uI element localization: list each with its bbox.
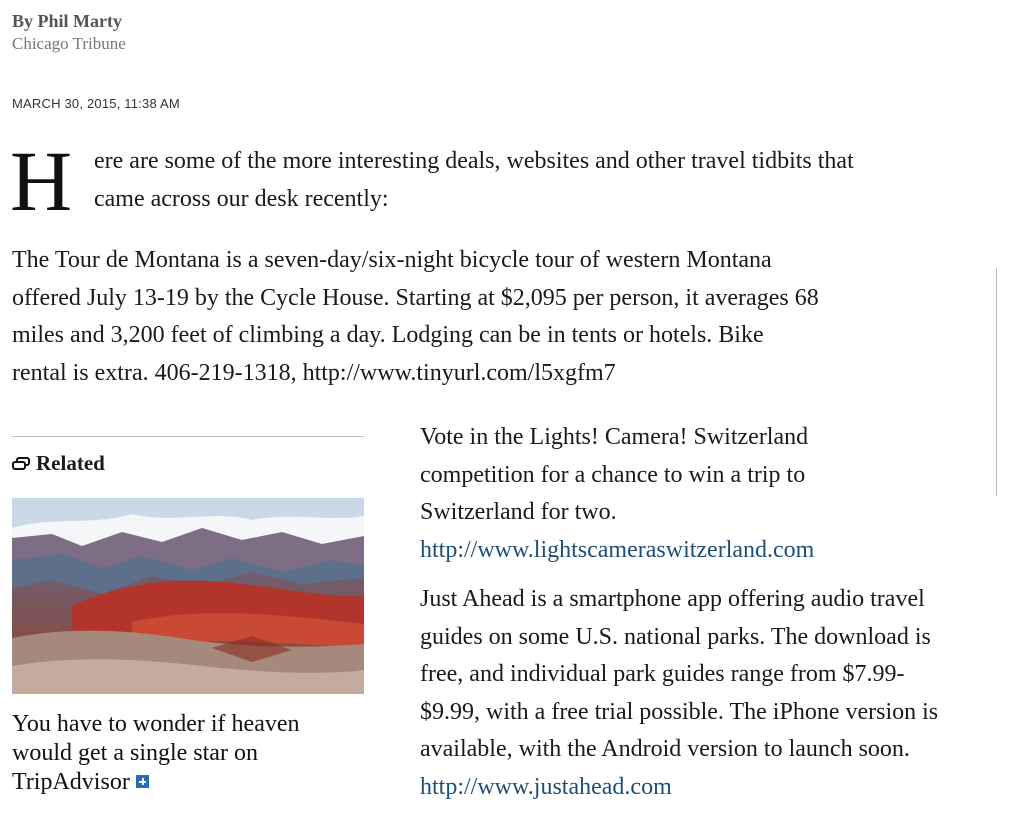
caption-line: You have to wonder if heaven xyxy=(12,711,300,737)
paragraph-line: The Tour de Montana is a seven-day/six-night bicycle tour of western Montana xyxy=(12,247,772,273)
paragraph-line: Just Ahead is a smartphone app offering audio travel xyxy=(420,586,925,612)
lead-line: came across our desk recently: xyxy=(94,186,389,212)
montana-paragraph xyxy=(12,242,972,392)
paragraph-line: miles and 3,200 feet of climbing a day. Lodging can be in tents or hotels. Bike xyxy=(12,322,764,348)
switzerland-link[interactable]: http://www.lightscameraswitzerland.com xyxy=(420,536,815,563)
paragraph-line: rental is extra. 406-219-1318, http://www.tinyurl.com/l5xgfm7 xyxy=(12,359,616,386)
related-heading-text: Related xyxy=(36,451,105,475)
related-story-image[interactable] xyxy=(12,498,364,694)
author-name: By Phil Marty xyxy=(12,11,122,31)
publication-name: Chicago Tribune xyxy=(12,34,126,53)
paragraph-line: $9.99, with a free trial possible. The iPhone version is xyxy=(420,698,939,725)
paragraph-line: Switzerland for two. xyxy=(420,499,617,525)
paragraph-line: competition for a chance to win a trip to xyxy=(420,461,806,488)
related-heading xyxy=(12,451,364,476)
paragraph-line: available, with the Android version to launch soon. xyxy=(420,736,910,762)
related-module xyxy=(12,436,364,797)
expand-plus-icon[interactable] xyxy=(136,775,149,788)
related-story-caption[interactable] xyxy=(12,710,364,797)
justahead-paragraph xyxy=(420,581,1020,806)
lead-line: ere are some of the more interesting deals, websites and other travel tidbits that xyxy=(94,148,854,174)
caption-line-text: TripAdvisor xyxy=(12,769,130,795)
switzerland-paragraph xyxy=(420,419,1020,569)
caption-line: would get a single star on xyxy=(12,740,258,766)
byline xyxy=(12,10,126,55)
publish-date: MARCH 30, 2015, 11:38 AM xyxy=(12,96,180,111)
lead-paragraph xyxy=(94,142,1004,218)
paragraph-line: guides on some U.S. national parks. The download is xyxy=(420,623,931,650)
right-column xyxy=(420,419,1020,806)
justahead-link[interactable]: http://www.justahead.com xyxy=(420,773,672,800)
drop-cap: H xyxy=(10,133,73,229)
caption-line xyxy=(12,768,364,797)
related-links-icon xyxy=(12,457,30,471)
paragraph-line: Vote in the Lights! Camera! Switzerland xyxy=(420,424,809,450)
paragraph-line: free, and individual park guides range from $7.99- xyxy=(420,661,905,687)
paragraph-line: offered July 13-19 by the Cycle House. Starting at $2,095 per person, it averages 68 xyxy=(12,284,819,311)
